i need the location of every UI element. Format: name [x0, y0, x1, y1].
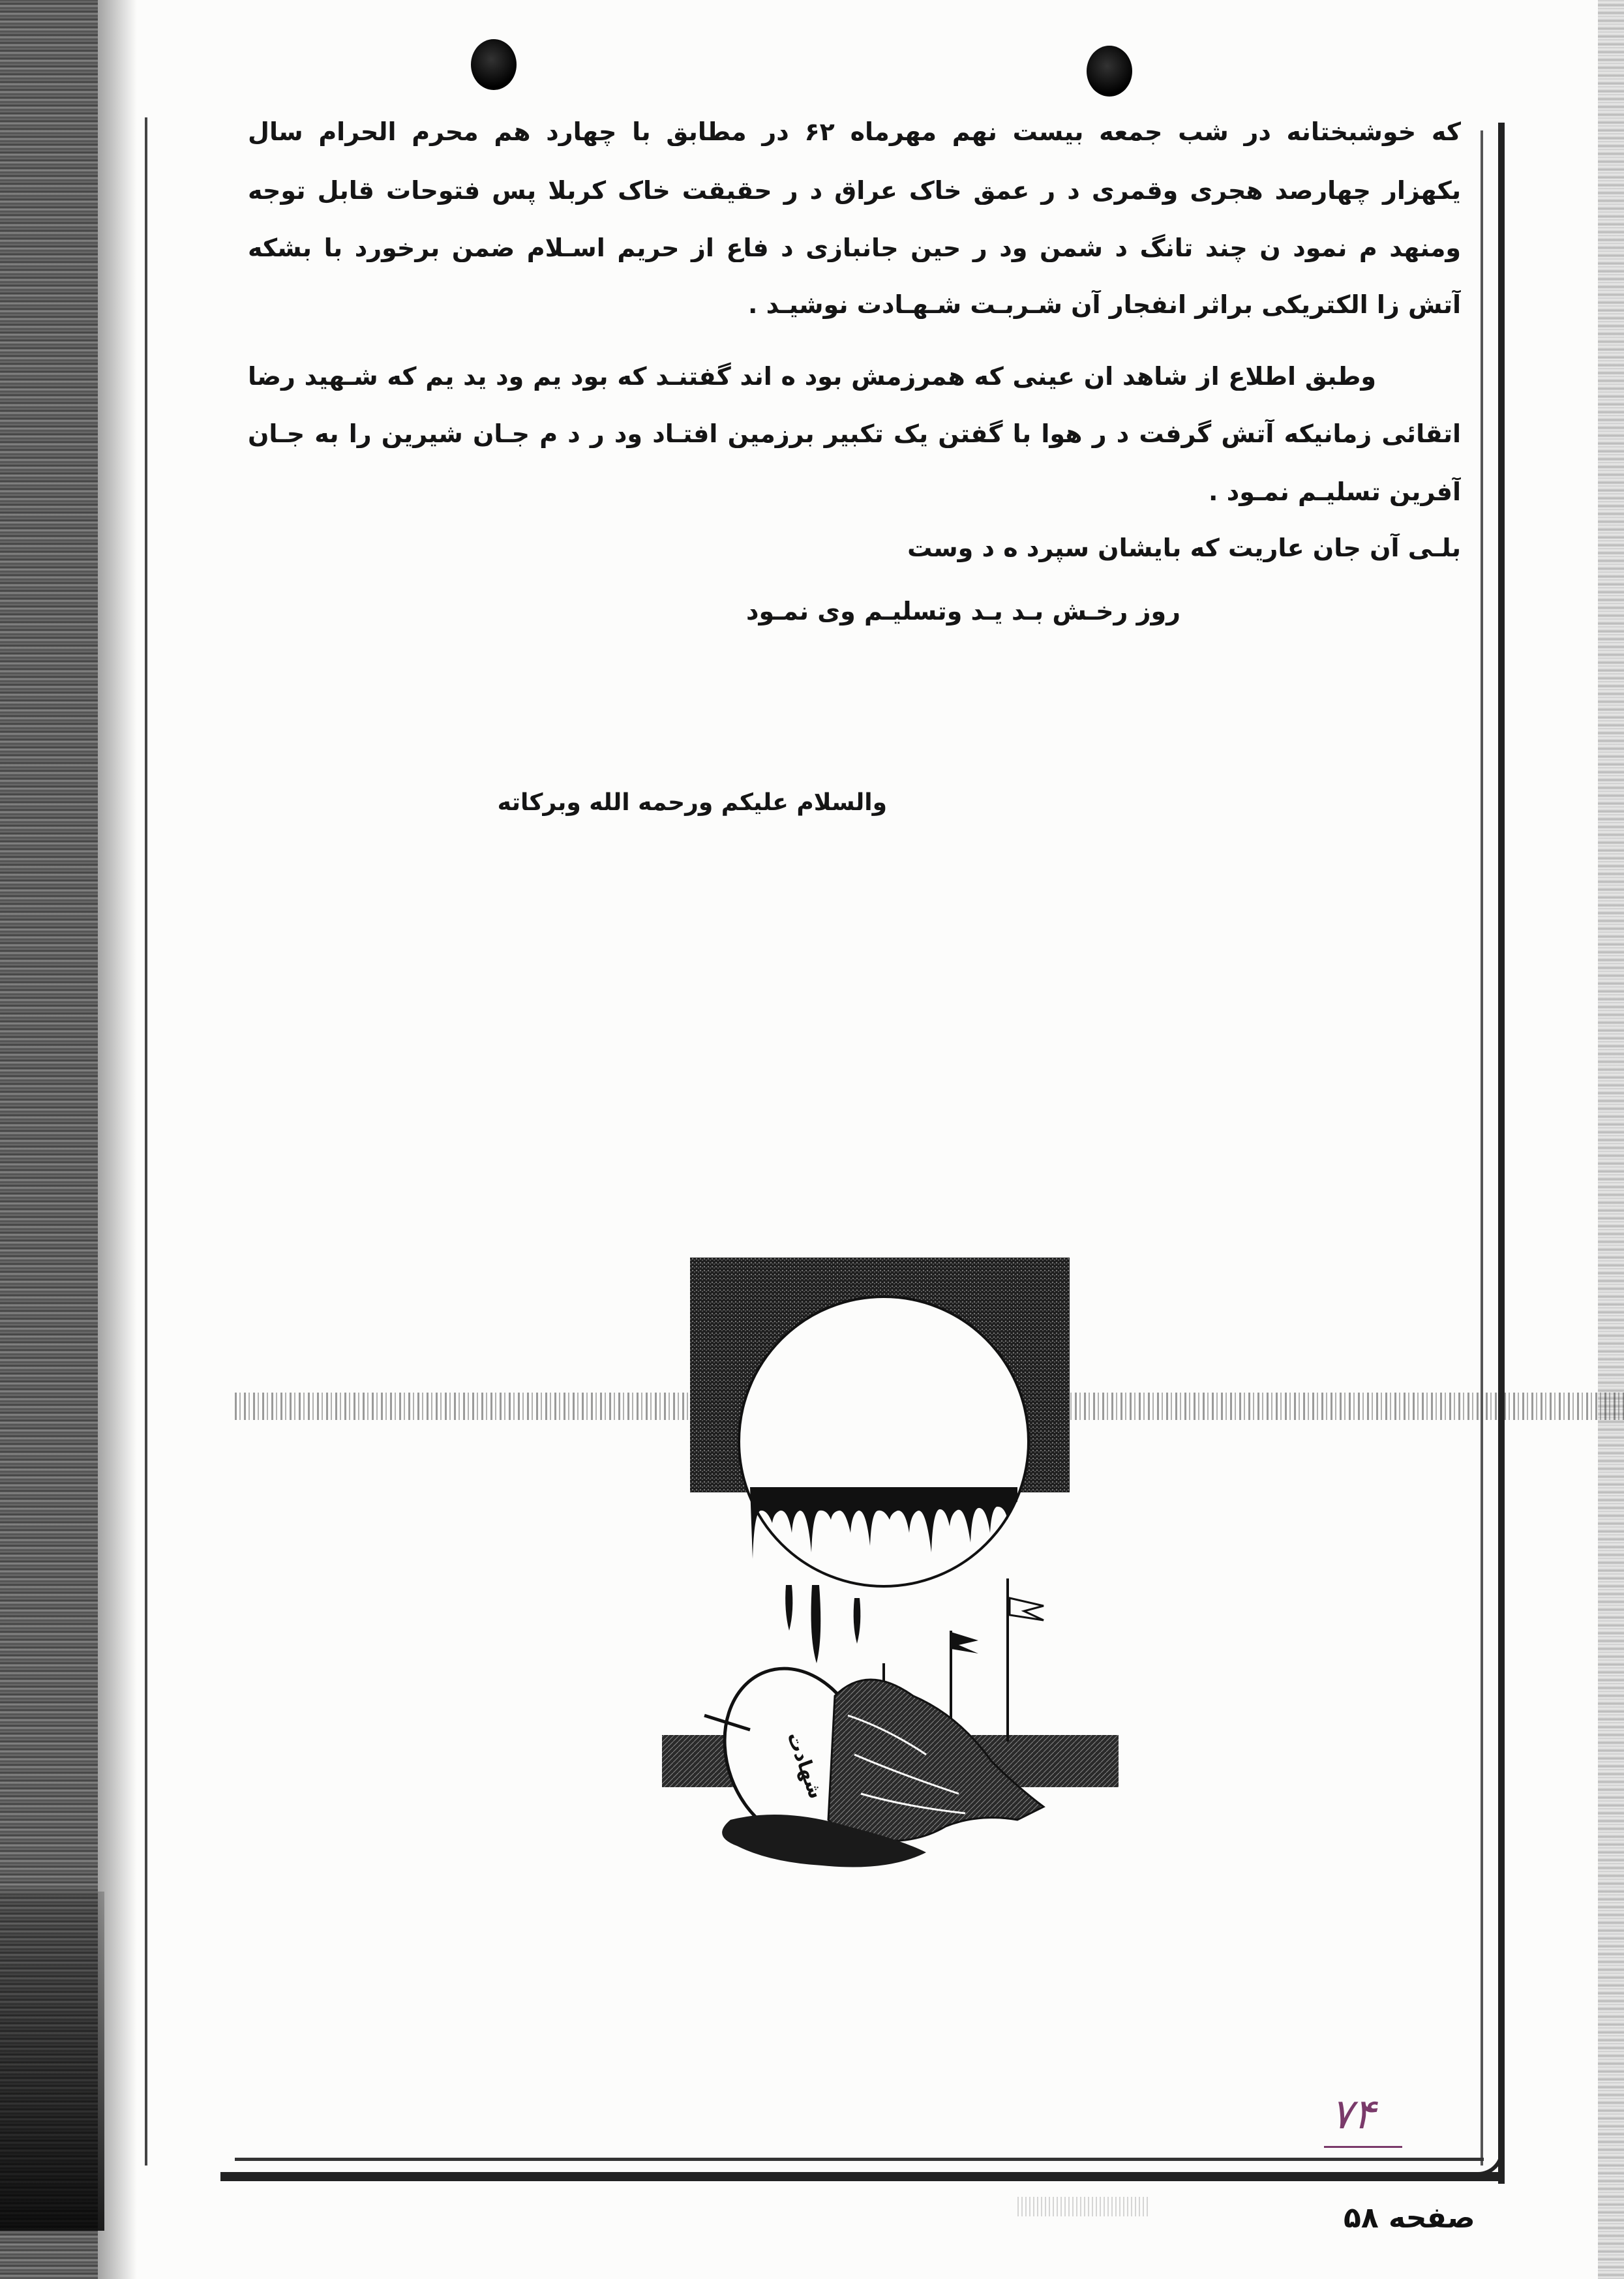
- page-label: صفحه ۵۸: [1344, 2201, 1475, 2235]
- scan-edge-right: [1598, 0, 1624, 2279]
- letter-line: بلـی آن جان عاریت که بایشان سپرد ه د وست: [907, 534, 1461, 562]
- handwritten-underline: [1324, 2146, 1402, 2148]
- frame-line-bottom-inner: [235, 2158, 1484, 2161]
- letter-line: ومنهد م نمود ن چند تانگ د شمن ود ر حین جانبازی د فاع از حریم اسـلام ضمن برخورد با بشکه: [248, 234, 1461, 262]
- punch-hole-icon: [1087, 46, 1132, 97]
- martyr-emblem-icon: [652, 1246, 1135, 1905]
- frame-line-right-outer: [1498, 123, 1505, 2184]
- letter-line: اتقائی زمانیکه آتش گرفت د ر هوا با گفتن یک تکبیر برزمین افتـاد ود ر د م جـان شیرین را به جـان: [248, 419, 1461, 448]
- letter-line: روز رخـش بـد یـد وتسلیـم وی نمـود: [745, 597, 1180, 626]
- letter-line: آتش زا الکتریکی براثر انفجار آن شـربـت شـهـادت نوشیـد .: [747, 290, 1461, 319]
- emblem-label: شهادت: [782, 1728, 828, 1802]
- letter-line: یکهزار چهارصد هجری وقمری د ر عمق خاک عراق د ر حقیقت خاک کربلا پس فتوحات قابل توجه: [248, 176, 1461, 205]
- punch-hole-icon: [471, 39, 517, 90]
- frame-line-right-inner: [1481, 130, 1483, 2166]
- handwritten-page-number: ۷۴: [1331, 2090, 1376, 2139]
- letter-line: آفرین تسلیـم نمـود .: [1209, 477, 1461, 506]
- scan-smudge: [1017, 2197, 1148, 2216]
- letter-line: وطبق اطلاع از شاهد ان عینی که همرزمش بود ه اند گفتنـد که بود یم ود ید یم که شـهید رضا: [248, 362, 1376, 391]
- scan-edge-left-dark: [0, 1892, 104, 2231]
- closing-salutation: والسلام علیکم ورحمه الله وبرکاته: [497, 789, 887, 816]
- frame-line-bottom-outer: [220, 2172, 1502, 2181]
- letter-line: که خوشبختانه در شب جمعه بیست نهم مهرماه ۶۲ در مطابق با چهارد هم محرم الحرام سال: [248, 117, 1461, 146]
- frame-line-left: [145, 117, 147, 2166]
